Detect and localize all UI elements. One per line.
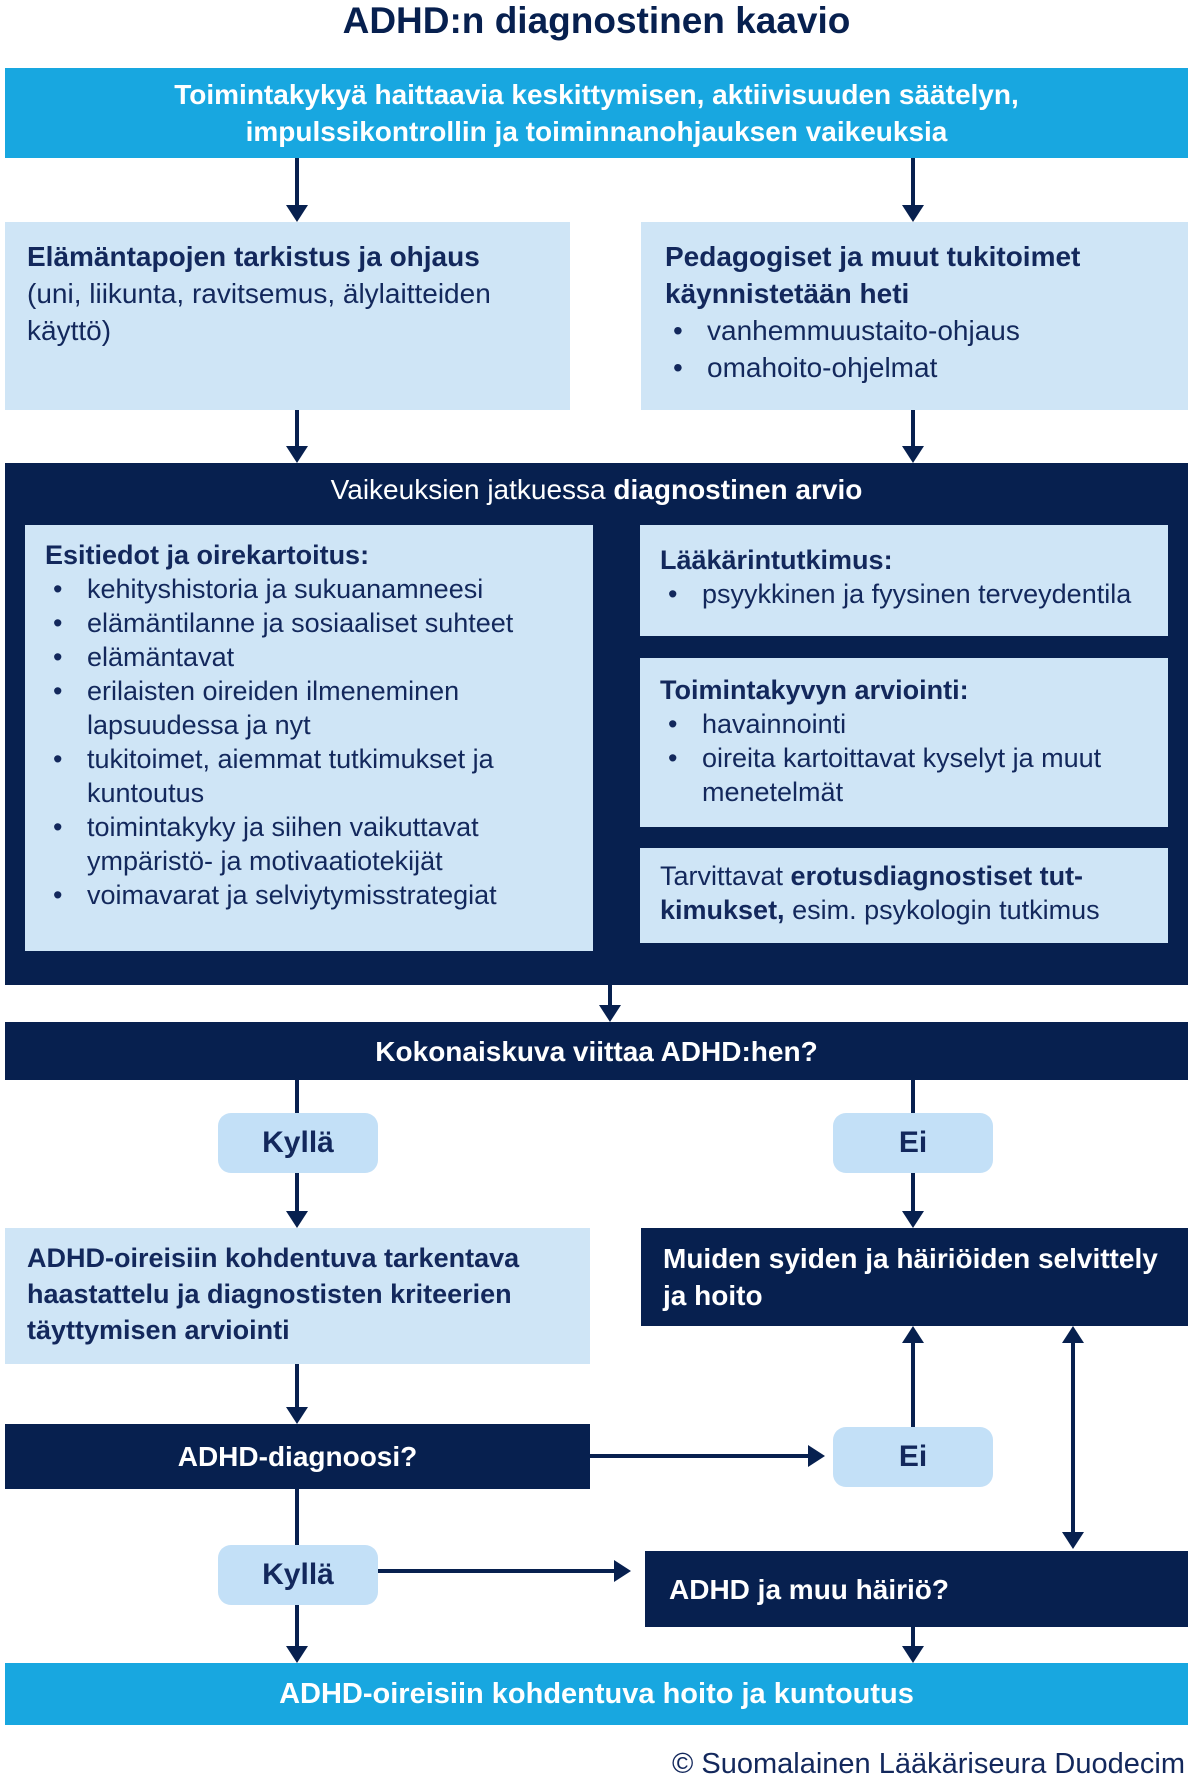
arrow-right-icon [808, 1445, 825, 1467]
function-box-heading: Toimintakyvyn arviointi: [660, 675, 969, 705]
page-title: ADHD:n diagnostinen kaavio [342, 0, 851, 41]
comorbidity-box: ADHD ja muu häiriö? [645, 1551, 1188, 1627]
history-bullet: • elämäntilanne ja sosiaaliset suhteet [45, 606, 573, 640]
connector-line [295, 1080, 299, 1113]
top-banner-line2: impulssikontrollin ja toiminnanohjauksen vaikeuksia [245, 116, 948, 147]
support-bullet: • omahoito-ohjelmat [665, 349, 1164, 386]
connector-line [295, 1489, 299, 1545]
arrow-right-icon [614, 1560, 631, 1582]
differential-bold: erotusdiagnostiset tut-kimukset, [660, 861, 1084, 925]
no-node-1: Ei [833, 1113, 993, 1173]
top-banner-line1: Toimintakykyä haittaavia keskittymisen, aktiivisuuden säätelyn, [174, 79, 1019, 110]
differential-box [640, 848, 1168, 943]
lifestyle-box-body: (uni, liikunta, ravitsemus, älylaitteiden käyttö) [27, 278, 491, 346]
arrow-line [911, 410, 915, 449]
yes-node-2: Kyllä [218, 1545, 378, 1605]
function-bullet: • oireita kartoittavat kyselyt ja muut menetelmät [660, 741, 1148, 809]
interview-box: ADHD-oireisiin kohdentuva tarkentava haastattelu ja diagnostisten kriteerien täyttymisen arviointi [5, 1228, 590, 1364]
doctor-bullet: • psyykkinen ja fyysinen terveydentila [660, 577, 1148, 611]
arrow-down-icon [599, 1005, 621, 1022]
history-bullet: • voimavarat ja selviytymisstrategiat [45, 878, 573, 912]
history-bullet: • tukitoimet, aiemmat tutkimukset ja kuntoutus [45, 742, 573, 810]
arrow-line [1071, 1341, 1075, 1534]
arrow-line [295, 1173, 299, 1214]
support-bullet: • vanhemmuustaito-ohjaus [665, 312, 1164, 349]
history-bullet: • toimintakyky ja siihen vaikuttavat ympäristö- ja motivaatiotekijät [45, 810, 573, 878]
arrow-down-icon [286, 446, 308, 463]
diagnosis-box: ADHD-diagnoosi? [5, 1424, 590, 1489]
other-causes-box: Muiden syiden ja häiriöiden selvittely ja hoito [641, 1228, 1188, 1326]
diagnostic-section-title [0, 474, 1193, 506]
connector-line [911, 1080, 915, 1113]
support-box-heading: Pedagogiset ja muut tukitoimet käynnistetään heti [665, 241, 1081, 309]
arrow-line [911, 1627, 915, 1648]
differential-suffix: esim. psykologin tutkimus [784, 895, 1100, 925]
question-banner: Kokonaiskuva viittaa ADHD:hen? [5, 1022, 1188, 1080]
arrow-down-icon [286, 1211, 308, 1228]
arrow-line [295, 158, 299, 208]
doctor-box [640, 525, 1168, 636]
differential-prefix: Tarvittavat [660, 861, 791, 891]
arrow-line [378, 1569, 614, 1573]
treatment-banner: ADHD-oireisiin kohdentuva hoito ja kuntoutus [5, 1663, 1188, 1725]
arrow-down-icon [902, 205, 924, 222]
arrow-down-icon [286, 1407, 308, 1424]
doctor-box-heading: Lääkärintutkimus: [660, 545, 893, 575]
arrow-down-icon [902, 1646, 924, 1663]
arrow-down-icon [286, 205, 308, 222]
history-bullet: • elämäntavat [45, 640, 573, 674]
support-box [641, 222, 1188, 410]
arrow-line [911, 158, 915, 208]
history-bullet: • kehityshistoria ja sukuanamneesi [45, 572, 573, 606]
arrow-line [295, 1364, 299, 1410]
diagnostic-title-prefix: Vaikeuksien jatkuessa [330, 474, 614, 505]
top-banner [5, 68, 1188, 158]
diagnostic-title-bold: diagnostinen arvio [613, 474, 863, 505]
arrow-down-icon [902, 446, 924, 463]
function-box [640, 658, 1168, 827]
arrow-line [590, 1454, 808, 1458]
yes-node-1: Kyllä [218, 1113, 378, 1173]
arrow-down-icon [286, 1646, 308, 1663]
function-bullet: • havainnointi [660, 707, 1148, 741]
arrow-line [911, 1341, 915, 1427]
history-box [25, 525, 593, 951]
arrow-line [295, 410, 299, 449]
arrow-down-icon [902, 1211, 924, 1228]
arrow-line [295, 1605, 299, 1648]
arrow-down-icon [1062, 1532, 1084, 1549]
lifestyle-box-heading: Elämäntapojen tarkistus ja ohjaus [27, 241, 480, 272]
copyright-footer: © Suomalainen Lääkäriseura Duodecim [671, 1748, 1185, 1780]
history-bullet: • erilaisten oireiden ilmeneminen lapsuudessa ja nyt [45, 674, 573, 742]
no-node-2: Ei [833, 1427, 993, 1487]
lifestyle-box [5, 222, 570, 410]
arrow-line [911, 1173, 915, 1214]
history-box-heading: Esitiedot ja oirekartoitus: [45, 540, 370, 570]
